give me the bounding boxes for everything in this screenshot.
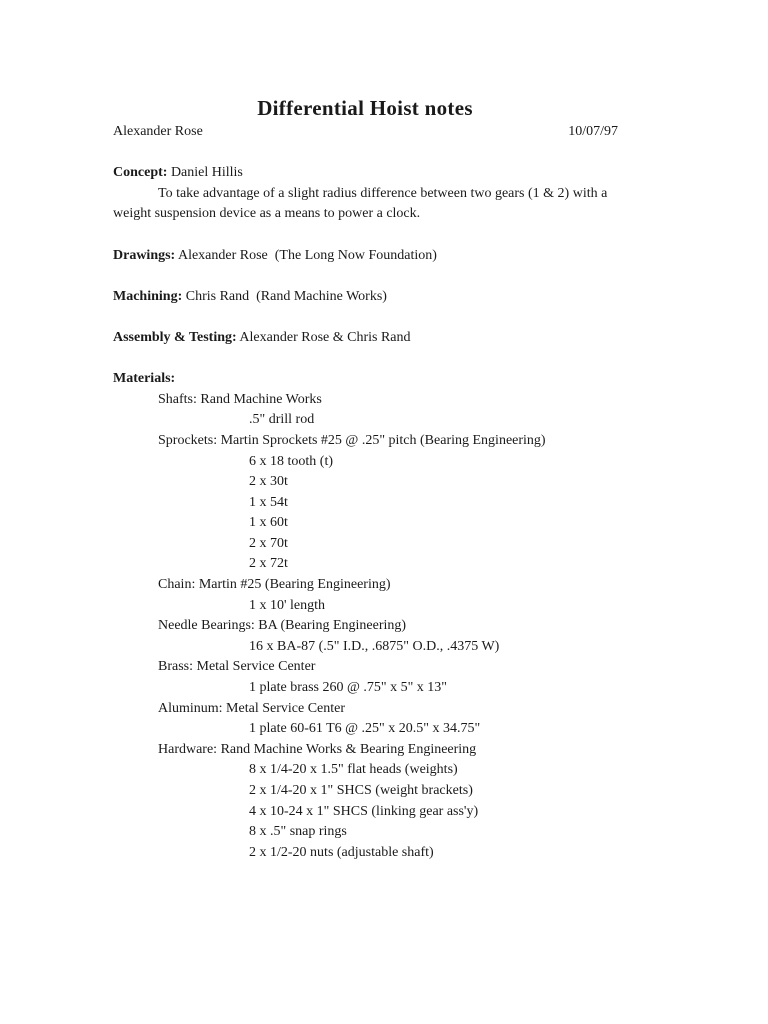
- author-name: Alexander Rose: [113, 124, 203, 139]
- document-title: Differential Hoist notes: [257, 96, 473, 120]
- concept-label: Concept:: [113, 165, 168, 181]
- material-item: 2 x 72t: [249, 556, 288, 572]
- material-item: 1 x 10' length: [249, 597, 326, 613]
- material-item: 4 x 10-24 x 1" SHCS (linking gear ass'y): [249, 803, 479, 819]
- document-page: [113, 94, 625, 863]
- drawings-line: [113, 246, 625, 267]
- byline: [113, 122, 625, 143]
- concept-value: Daniel Hillis: [170, 165, 243, 181]
- material-group-heading: Hardware: Rand Machine Works & Bearing Engineering: [158, 741, 477, 757]
- material-item: 2 x 30t: [249, 474, 288, 490]
- assembly-line: [113, 328, 625, 349]
- material-item: 1 plate 60-61 T6 @ .25" x 20.5" x 34.75": [249, 721, 481, 737]
- material-group-heading: Needle Bearings: BA (Bearing Engineering): [158, 618, 407, 634]
- document-date: 10/07/97: [568, 124, 618, 139]
- material-group-heading: Brass: Metal Service Center: [158, 659, 316, 675]
- material-item: .5" drill rod: [249, 412, 315, 428]
- material-item: 6 x 18 tooth (t): [249, 453, 333, 469]
- material-group-heading: Chain: Martin #25 (Bearing Engineering): [158, 577, 391, 593]
- machining-label: Machining:: [113, 288, 183, 304]
- concept-description: To take advantage of a slight radius difference between two gears (1 & 2) with a weight suspension device as a means to power a clock.: [113, 185, 608, 222]
- machining-line: [113, 287, 625, 308]
- material-group-heading: Shafts: Rand Machine Works: [158, 391, 322, 407]
- drawings-value: Alexander Rose (The Long Now Foundation): [177, 247, 437, 263]
- material-item: 2 x 70t: [249, 535, 288, 551]
- material-item: 8 x .5" snap rings: [249, 824, 347, 840]
- materials-label: Materials:: [113, 371, 176, 387]
- material-item: 1 plate brass 260 @ .75" x 5" x 13": [249, 680, 448, 696]
- material-item: 8 x 1/4-20 x 1.5" flat heads (weights): [249, 762, 458, 778]
- material-group-heading: Aluminum: Metal Service Center: [158, 700, 346, 716]
- material-item: 1 x 60t: [249, 515, 288, 531]
- materials-list: [113, 390, 625, 864]
- material-item: 2 x 1/2-20 nuts (adjustable shaft): [249, 844, 434, 860]
- assembly-label: Assembly & Testing:: [113, 329, 237, 345]
- concept-line: [113, 163, 625, 184]
- material-item: 2 x 1/4-20 x 1" SHCS (weight brackets): [249, 783, 473, 798]
- material-group-heading: Sprockets: Martin Sprockets #25 @ .25" pitch (Bearing Engineering): [158, 432, 546, 448]
- material-item: 1 x 54t: [249, 494, 288, 510]
- drawings-label: Drawings:: [113, 247, 176, 263]
- material-item: 16 x BA-87 (.5" I.D., .6875" O.D., .4375 W): [249, 638, 500, 654]
- machining-value: Chris Rand (Rand Machine Works): [185, 288, 387, 304]
- assembly-value: Alexander Rose & Chris Rand: [239, 329, 411, 345]
